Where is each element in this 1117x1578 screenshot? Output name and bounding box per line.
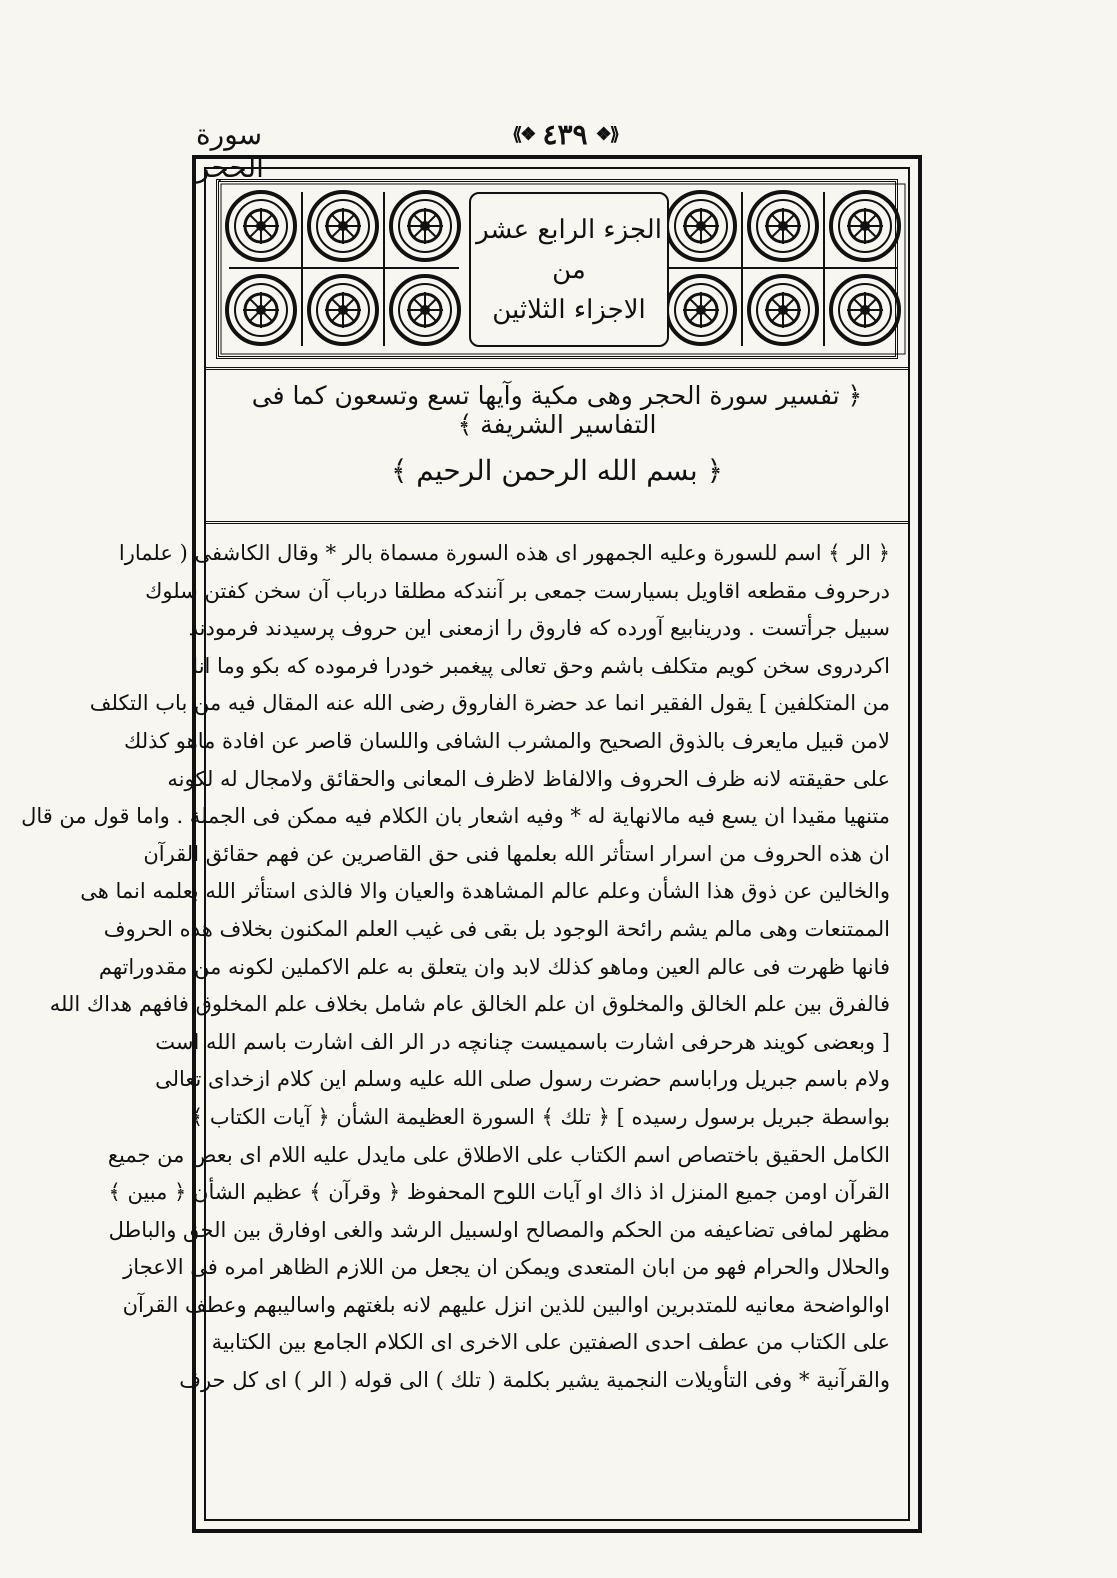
text-line: اوالواضحة معانيه للمتدبرين اوالبين للذين انزل عليهم لانه بلغتهم واساليبهم وعطف القرآن <box>122 1292 890 1317</box>
cartouche-line-2: من <box>552 254 586 285</box>
text-line: والقرآنية * وفى التأويلات النجمية يشير بكلمة ( تلك ) الى قوله ( الر ) اى كل حرف <box>179 1368 890 1393</box>
text-line: ﴿ الر ﴾ اسم للسورة وعليه الجمهور اى هذه السورة مسماة بالر * وقال الكاشفى ( علمارا <box>118 541 890 565</box>
text-line: والخالين عن ذوق هذا الشأن وعلم عالم المشاهدة والعيان والا فالذى استأثر الله بعلمه انما هى <box>80 879 890 904</box>
page-frame <box>21 155 922 1533</box>
juz-cartouche <box>469 192 669 347</box>
text-line: ولام باسم جبريل وراباسم حضرت رسول صلى الله عليه وسلم اين كلام ازخداى تعالى <box>155 1067 890 1092</box>
text-divider <box>206 521 908 524</box>
text-line: من المتكلفين ] يقول الفقير انما عد حضرة الفاروق رضى الله عنه المقال فيه من باب التكلف <box>89 691 890 716</box>
text-line: اكردروى سخن كويم متكلف باشم وحق تعالى پيغمبر خودرا فرموده كه بكو وما انا <box>192 653 890 678</box>
ornament-right-icon: ❖⟫ <box>512 123 535 145</box>
text-line: [ وبعضى كويند هرحرفى اشارت باسميست چنانچه در الر الف اشارت باسم الله است <box>155 1029 890 1054</box>
text-line: على حقيقته لانه ظرف الحروف والالفاظ لاظرف المعانى والحقائق ولامجال له لكونه <box>167 766 890 791</box>
text-line: متنهيا مقيدا ان يسع فيه مالانهاية له * وفيه اشعار بان الكلام فيه ممكن فى الجملة . واما قول من قال <box>21 804 890 829</box>
running-header-surah: سورة الحجر <box>196 118 264 184</box>
page-number <box>505 116 625 152</box>
commentary-body <box>21 535 890 1513</box>
text-line: الممتنعات وهى مالم يشم رائحة الوجود بل بقى فى غيب العلم المكنون بخلاف هذه الحروف <box>103 916 890 941</box>
text-line: الكامل الحقيق باختصاص اسم الكتاب على الاطلاق على مايدل عليه اللام اى بعض من جميع <box>107 1142 890 1167</box>
page-frame-inner <box>21 167 910 1521</box>
text-line: ان هذه الحروف من اسرار استأثر الله بعلمها فنى حق القاصرين عن فهم حقائق القرآن <box>143 841 890 866</box>
text-line: مظهر لمافى تضاعيفه من الحكم والمصالح اولسبيل الرشد والغى اوفارق بين الحق والباطل <box>108 1217 890 1242</box>
text-line: فالفرق بين علم الخالق والمخلوق ان علم الخالق عام شامل بخلاف علم المخلوق فافهم هداك الله <box>49 992 890 1017</box>
text-line: والحلال والحرام فهو من ابان المتعدى ويمكن ان يجعل من اللازم الظاهر امره فى الاعجاز <box>123 1255 890 1280</box>
text-line: سبيل جرأتست . ودرينابيع آورده كه فاروق را ازمعنى اين حروف پرسيدند فرمودند <box>188 616 890 641</box>
cartouche-line-3: الاجزاء الثلاثين <box>492 294 646 325</box>
cartouche-line-1: الجزء الرابع عشر <box>476 214 662 245</box>
text-line: على الكتاب من عطف احدى الصفتين على الاخرى اى الكلام الجامع بين الكتابية <box>211 1330 890 1355</box>
text-line: لامن قبيل مايعرف بالذوق الصحيح والمشرب الشافى واللسان قاصر عن افادة ماهو كذلك <box>124 728 890 753</box>
band-divider <box>206 367 908 370</box>
text-line: بواسطة جبريل برسول رسيده ] ﴿ تلك ﴾ السورة العظيمة الشأن ﴿ آيات الكتاب ﴾ <box>190 1104 890 1129</box>
surah-title: ﴿ تفسير سورة الحجر وهى مكية وآيها تسع وتسعون كما فى التفاسير الشريفة ﴾ <box>251 381 863 439</box>
ornament-left-icon: ⟪❖ <box>595 123 618 145</box>
text-line: القرآن اومن جميع المنزل اذ ذاك او آيات اللوح المحفوظ ﴿ وقرآن ﴾ عظيم الشأن ﴿ مبين ﴾ <box>108 1180 890 1205</box>
text-line: درحروف مقطعه اقاويل بسيارست جمعى بر آنندكه مطلقا درباب آن سخن كفتن سلوك <box>145 578 890 603</box>
page-number-value: ٤٣٩ <box>542 117 588 151</box>
basmala: ﴿ بسم الله الرحمن الرحيم ﴾ <box>390 454 724 487</box>
text-line: فانها ظهرت فى عالم العين وماهو كذلك لابد وان يتعلق به علم الاكملين لكونه من مقدوراتهم <box>98 954 890 979</box>
ornament-band <box>216 179 898 359</box>
